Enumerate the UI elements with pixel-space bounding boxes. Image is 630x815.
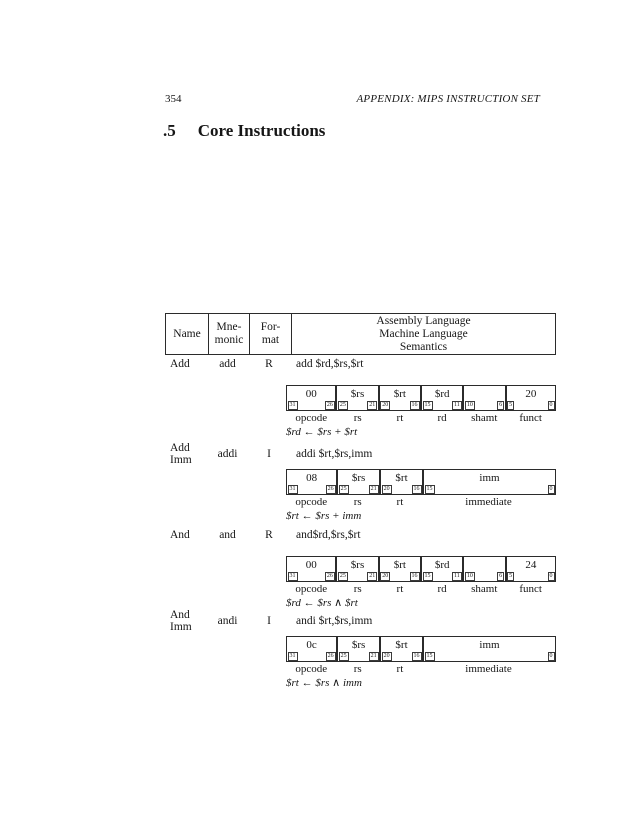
field-value: 24 <box>525 559 537 571</box>
bit-number-low: 11 <box>454 573 460 579</box>
bit-number-low: 26 <box>327 486 334 492</box>
field-label: rs <box>353 663 362 675</box>
bit-number-high: 31 <box>289 573 296 579</box>
encoding-bitfield-box <box>286 636 556 662</box>
semantics-line: $rt ← $rs + imm <box>286 510 362 522</box>
instruction-format: I <box>267 614 271 627</box>
field-labels <box>286 496 556 508</box>
bit-number-high: 5 <box>509 402 513 408</box>
encoding-field-rt <box>378 557 420 581</box>
encoding-field-rs <box>335 557 377 581</box>
table-header-format-line2: mat <box>261 334 280 346</box>
bit-number-high: 15 <box>424 402 431 408</box>
bit-number-low: 16 <box>413 653 420 659</box>
encoding-field-rd <box>420 557 462 581</box>
table-header-description-line1: Assembly Language <box>376 314 471 327</box>
assembly-syntax: andi $rt,$rs,imm <box>296 614 373 627</box>
semantics-line: $rd ← $rs + $rt <box>286 426 358 438</box>
instruction-name-line: And <box>170 529 190 541</box>
field-value: $rd <box>434 559 450 571</box>
bit-number-high: 20 <box>382 573 389 579</box>
bit-number-low: 0 <box>549 573 553 579</box>
bit-number-high: 15 <box>426 653 433 659</box>
field-label: opcode <box>295 663 328 675</box>
instruction-line <box>165 443 556 466</box>
encoding-bitfield-box <box>286 385 556 411</box>
bit-number-low: 6 <box>499 402 503 408</box>
field-value: 0c <box>306 639 317 651</box>
bit-number-low: 16 <box>411 402 418 408</box>
running-header <box>165 93 540 105</box>
encoding-diagram <box>286 469 556 522</box>
assembly-syntax: addi $rt,$rs,imm <box>296 447 373 460</box>
table-header <box>165 313 556 355</box>
field-label: rd <box>437 583 447 595</box>
instruction-name-line: Add <box>170 358 190 370</box>
field-label: opcode <box>295 412 328 424</box>
encoding-field-rt <box>379 637 422 661</box>
encoding-field-shamt <box>462 557 504 581</box>
instruction-row <box>165 442 556 522</box>
instruction-name-line: Imm <box>170 620 192 633</box>
table-header-mnemonic-line1: Mne- <box>216 321 242 333</box>
encoding-diagram <box>286 556 556 609</box>
instruction-mnemonic: andi <box>217 614 238 627</box>
semantics-line: $rd ← $rs ∧ $rt <box>286 597 358 609</box>
field-label: shamt <box>471 412 498 424</box>
encoding-field-rs <box>336 470 379 494</box>
bit-number-high: 31 <box>289 402 296 408</box>
encoding-field-shamt <box>462 386 504 410</box>
bit-number-high: 20 <box>383 653 390 659</box>
bit-number-high: 31 <box>289 653 296 659</box>
field-value: 08 <box>306 472 318 484</box>
field-value: $rt <box>395 472 408 484</box>
table-header-description-line3: Semantics <box>399 340 448 353</box>
field-labels <box>286 412 556 424</box>
instruction-name <box>165 359 207 371</box>
instruction-name-line: Imm <box>170 453 192 466</box>
field-value: $rt <box>393 388 406 400</box>
encoding-field-opcode <box>287 637 336 661</box>
encoding-bitfield-box <box>286 556 556 582</box>
encoding-field-funct <box>505 557 555 581</box>
encoding-field-rt <box>379 470 422 494</box>
instruction-line <box>165 610 556 633</box>
encoding-field-rd <box>420 386 462 410</box>
bit-number-low: 26 <box>326 402 333 408</box>
encoding-field-funct <box>505 386 555 410</box>
bit-number-low: 21 <box>370 653 377 659</box>
section-title: Core Instructions <box>197 121 326 140</box>
encoding-diagram <box>286 385 556 438</box>
field-label: rd <box>437 412 447 424</box>
instruction-name-line: And <box>170 609 190 621</box>
field-label: rs <box>353 412 362 424</box>
field-labels <box>286 583 556 595</box>
instruction-row <box>165 358 556 438</box>
encoding-field-opcode <box>287 386 335 410</box>
bit-number-high: 25 <box>339 402 346 408</box>
table-header-mnemonic <box>208 314 249 354</box>
field-value: imm <box>479 639 500 651</box>
field-value: $rs <box>351 639 366 651</box>
table-header-format-line1: For- <box>260 321 281 333</box>
encoding-bitfield-box <box>286 469 556 495</box>
field-label: rt <box>396 496 404 508</box>
bit-number-low: 11 <box>454 402 460 408</box>
instruction-mnemonic: addi <box>217 447 238 460</box>
field-label: immediate <box>465 663 512 675</box>
field-label: rs <box>353 583 362 595</box>
instruction-row <box>165 609 556 689</box>
field-value: 20 <box>525 388 537 400</box>
section-heading <box>163 121 325 141</box>
instruction-mnemonic: and <box>219 529 236 541</box>
table-header-description-line2: Machine Language <box>379 327 468 340</box>
bit-number-high: 31 <box>289 486 296 492</box>
bit-number-high: 10 <box>466 402 473 408</box>
bit-number-low: 21 <box>369 573 376 579</box>
bit-number-high: 20 <box>383 486 390 492</box>
table-header-name <box>166 314 208 354</box>
bit-number-low: 0 <box>549 653 553 659</box>
table-header-mnemonic-line2: monic <box>214 334 244 346</box>
instruction-line <box>165 530 556 542</box>
bit-number-high: 25 <box>339 573 346 579</box>
assembly-syntax: add $rd,$rs,$rt <box>296 358 364 370</box>
bit-number-low: 0 <box>549 486 553 492</box>
field-label: rt <box>396 583 404 595</box>
bit-number-high: 5 <box>509 573 513 579</box>
encoding-field-immediate <box>422 637 555 661</box>
encoding-field-rt <box>378 386 420 410</box>
instruction-format: R <box>265 529 273 541</box>
bit-number-low: 21 <box>370 486 377 492</box>
field-label: funct <box>519 583 542 595</box>
bit-number-low: 0 <box>549 402 553 408</box>
instruction-format: I <box>267 447 271 460</box>
field-value: $rt <box>393 559 406 571</box>
instruction-mnemonic: add <box>219 358 236 370</box>
bit-number-low: 6 <box>499 573 503 579</box>
instruction-name <box>165 443 207 466</box>
bit-number-low: 21 <box>369 402 376 408</box>
field-value: 00 <box>305 559 317 571</box>
semantics-line: $rt ← $rs ∧ imm <box>286 677 362 689</box>
appendix-title: APPENDIX: MIPS INSTRUCTION SET <box>356 93 540 105</box>
instruction-line <box>165 359 556 371</box>
field-label: rt <box>396 663 404 675</box>
table-header-name-label: Name <box>173 327 201 340</box>
instruction-row <box>165 529 556 609</box>
field-value: $rd <box>434 388 450 400</box>
field-label: funct <box>519 412 542 424</box>
encoding-field-opcode <box>287 557 335 581</box>
section-number: .5 <box>163 121 176 140</box>
bit-number-low: 26 <box>327 653 334 659</box>
bit-number-high: 25 <box>340 653 347 659</box>
table-header-format <box>249 314 291 354</box>
field-label: shamt <box>471 583 498 595</box>
field-value: $rs <box>350 388 365 400</box>
page-number: 354 <box>165 93 182 105</box>
field-value: $rs <box>350 559 365 571</box>
encoding-field-rs <box>335 386 377 410</box>
instruction-name <box>165 530 207 542</box>
field-value: $rt <box>395 639 408 651</box>
bit-number-high: 10 <box>466 573 473 579</box>
bit-number-high: 20 <box>382 402 389 408</box>
instruction-name <box>165 610 207 633</box>
bit-number-high: 15 <box>426 486 433 492</box>
instruction-name-line: Add <box>170 442 190 454</box>
field-label: rt <box>396 412 404 424</box>
field-label: opcode <box>295 583 328 595</box>
instruction-format: R <box>265 358 273 370</box>
field-value: $rs <box>351 472 366 484</box>
table-header-description <box>291 314 555 354</box>
bit-number-low: 16 <box>413 486 420 492</box>
bit-number-high: 25 <box>340 486 347 492</box>
encoding-field-immediate <box>422 470 555 494</box>
field-label: rs <box>353 496 362 508</box>
encoding-diagram <box>286 636 556 689</box>
encoding-field-rs <box>336 637 379 661</box>
field-label: opcode <box>295 496 328 508</box>
field-value: 00 <box>305 388 317 400</box>
bit-number-high: 15 <box>424 573 431 579</box>
field-labels <box>286 663 556 675</box>
assembly-syntax: and$rd,$rs,$rt <box>296 529 361 541</box>
bit-number-low: 26 <box>326 573 333 579</box>
field-label: immediate <box>465 496 512 508</box>
bit-number-low: 16 <box>411 573 418 579</box>
field-value: imm <box>479 472 500 484</box>
encoding-field-opcode <box>287 470 336 494</box>
